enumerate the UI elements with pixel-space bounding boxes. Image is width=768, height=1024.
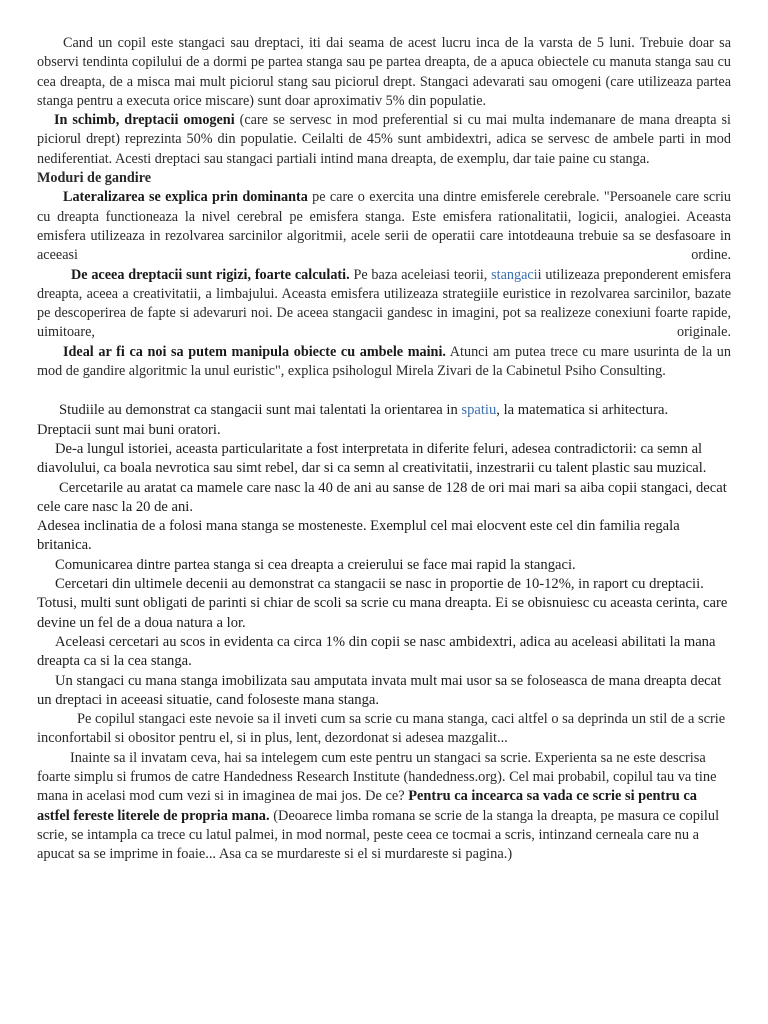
bold-phrase: De aceea dreptacii sunt rigizi, foarte calculati. <box>71 266 350 283</box>
section-heading: Moduri de gandire <box>37 170 152 187</box>
paragraph-text: Cand un copil este stangaci sau dreptaci, iti dai seama de acest lucru inca de la varsta de 5 luni. Trebuie doar sa observi tendinta copilului de a dormi pe partea stanga sau pe partea dreapta, de a apuca obiectele cu manuta stanga sau cu cea dreapta, de a misca mai mult piciorul stang sau piciorul drept. Stangaci adevarati sau omogeni (care utilizeaza partea stanga pentru a executa orice miscare) sunt doar aproximativ 5% din populatie. <box>37 35 731 109</box>
paragraph-text: (care se servesc in mod preferential si cu mai multa indemanare de mana dreapta si piciorul drept) reprezinta 50% din populatie. Ceilalti de 45% sunt ambidextri, adica se servesc de ambele parti in mod nediferentiat. Acesti dreptaci sau stangaci partiali intind mana dreapta, de exemplu, dar taie paine cu stanga. <box>37 112 731 167</box>
paragraph-immobilized-hand: Un stangaci cu mana stanga imobilizata sau amputata invata mult mai usor sa se foloseasca de mana dreapta decat un dreptaci in aceeasi situatie, cand foloseste mana stanga. <box>37 672 722 708</box>
link-stangaci[interactable]: stangaci <box>491 266 538 283</box>
paragraph-research-proportion: Cercetari din ultimele decenii au demonstrat ca stangacii se nasc in proportie de 10-12%, in raport cu dreptacii. Totusi, multi sunt obligati de parinti si chiar de scoli sa scrie cu mana dreapta. Ei se obisnuiesc cu aceasta cerinta, care devine un fel de a doua natura a lor. <box>37 576 728 631</box>
paragraph-text: Pe baza aceleiasi teorii, <box>349 266 492 283</box>
paragraph-teach-writing: Pe copilul stangaci este nevoie sa il inveti cum sa scrie cu mana stanga, caci altfel o sa deprinda un stil de a scrie inconfortabil si obositor pentru el, si in plus, lent, dezordonat si adesea mazgalit... <box>37 711 726 747</box>
paragraph-text: Inainte sa il invatam ceva, hai sa intelegem cum este pentru un stangaci sa scrie. Experienta sa ne este descrisa foarte simplu si frumos de catre Handedness Research Institute (handedness.org). Cel mai probabil, copilul tau va tine mana in acelasi mod cum vezi si in imaginea de mai jos. De ce? <box>37 749 717 805</box>
bold-phrase: Pentru ca incearca sa vada ce scrie si pentru ca astfel fereste literele de propria mana. <box>37 788 697 824</box>
paragraph-handedness-age <box>37 34 731 111</box>
paragraph-text: i utilizeaza preponderent emisfera dreapta, aceea a creativitatii, a limbajului. Aceasta emisfera utilizeaza strategiile euristice in rezolvarea sarcinilor, bazate pe descoperirea de fapte si adevaruri noi. De aceea stangacii gandesc in imagini, pot sa realizeze conexiuni foarte rapide, uimitoare, originale. <box>37 266 731 341</box>
paragraph-right-handed-rigid <box>37 266 731 343</box>
paragraph-inheritance: Adesea inclinatia de a folosi mana stanga se mosteneste. Exemplul cel mai elocvent este cel din familia regala britanica. <box>37 518 680 554</box>
link-spatiu[interactable]: spatiu <box>461 402 497 419</box>
paragraph-right-handed-omogeni <box>37 111 731 169</box>
bold-phrase: Ideal ar fi ca noi sa putem manipula obiecte cu ambele maini. <box>63 343 446 360</box>
paragraph-orators: Dreptacii sunt mai buni oratori. <box>37 421 221 438</box>
paragraph-text: Atunci am putea trece cu mare usurinta de la un mod de gandire algoritmic la unul euristic", explica psihologul Mirela Zivari de la Cabinetul Psiho Consulting. <box>37 343 731 380</box>
paragraph-text: , la matematica si arhitectura. <box>496 402 669 419</box>
paragraph-text: Studiile au demonstrat ca stangacii sunt mai talentati la orientarea in <box>59 402 462 419</box>
paragraph-text: (Deoarece limba romana se scrie de la stanga la dreapta, pe masura ce copilul scrie, se intampla ca trece cu latul palmei, in mod normal, peste ceea ce tocmai a scris, intinzand cerneala care nu a apucat sa se imprime in foaie... Asa ca se murdareste si el si murdareste si pagina.) <box>37 807 720 863</box>
paragraph-history: De-a lungul istoriei, aceasta particularitate a fost interpretata in diferite feluri, adesea contradictorii: ca semn al diavolului, ca boala nevrotica sau simt rebel, dar si ca semn al creativitatii, inzestrarii cu talent plastic sau muzical. <box>37 440 707 477</box>
paragraph-handedness-institute <box>37 749 731 865</box>
section-facts <box>37 401 731 710</box>
section-handedness-intro <box>37 34 731 381</box>
paragraph-mothers-age: Cercetarile au aratat ca mamele care nasc la 40 de ani au sanse de 128 de ori mai mari sa aiba copii stangaci, decat cele care nasc la 20 de ani. <box>37 479 727 515</box>
paragraph-ambidextrous: Aceleasi cercetari au scos in evidenta ca circa 1% din copii se nasc ambidextri, adica au aceleasi abilitati la mana dreapta ca si la cea stanga. <box>37 633 716 670</box>
section-writing <box>37 710 731 864</box>
paragraph-studies <box>37 401 731 420</box>
paragraph-brain-communication: Comunicarea dintre partea stanga si cea dreapta a creierului se face mai rapid la stangaci. <box>55 556 576 573</box>
paragraph-ideal-both-hands <box>37 343 731 382</box>
paragraph-lateralization <box>37 188 731 265</box>
paragraph-text: pe care o exercita una dintre emisferele cerebrale. "Persoanele care scriu cu dreapta functioneaza la nivel cerebral pe emisfera stanga. Este emisfera rationalitatii, logicii, analogiei. Aceasta emisfera utilizeaza in rezolvarea sarcinilor algoritmii, acele serii de operatii care intotdeauna trebuie sa se desfasoare in aceeasi ordine. <box>37 189 731 264</box>
bold-phrase: Lateralizarea se explica prin dominanta <box>63 189 308 206</box>
bold-phrase: In schimb, dreptacii omogeni <box>54 112 235 129</box>
